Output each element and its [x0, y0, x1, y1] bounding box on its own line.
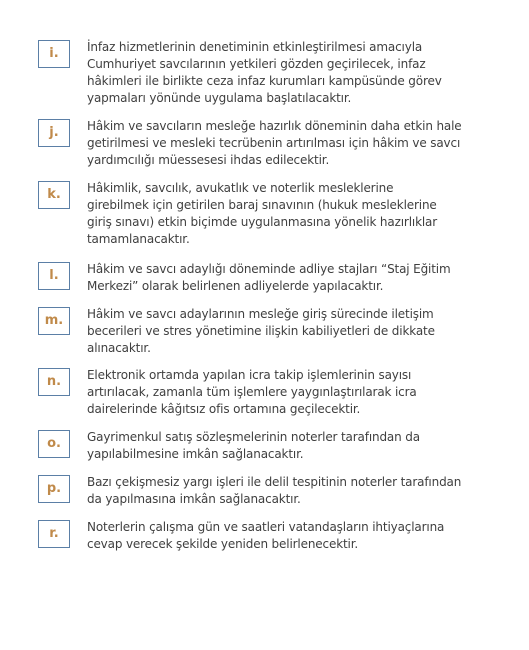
- item-text: [87, 118, 495, 169]
- text-line: Hâkim ve savcı adaylarının mesleğe giriş sürecinde iletişim: [87, 307, 434, 321]
- item-letter-badge: i.: [38, 40, 70, 68]
- item-letter-badge: m.: [38, 307, 70, 335]
- text-line: Bazı çekişmesiz yargı işleri ile delil tespitinin noterler tarafından: [87, 475, 462, 489]
- text-line: Noterlerin çalışma gün ve saatleri vatandaşların ihtiyaçlarına: [87, 520, 445, 534]
- text-line: yardımcılığı müessesesi ihdas edilecektir.: [87, 153, 330, 167]
- text-line: Merkezi” olarak belirlenen adliyelerde yapılacaktır.: [87, 279, 384, 293]
- text-line: giriş sınavı) etkin biçimde uygulanmasına yönelik hazırlıklar: [87, 215, 438, 229]
- item-text: [87, 519, 495, 553]
- text-line: hâkimleri ile birlikte ceza infaz kurumları kampüsünde görev: [87, 74, 442, 88]
- item-text: [87, 306, 495, 357]
- text-line: dairelerinde kâğıtsız ofis ortamına geçilecektir.: [87, 402, 361, 416]
- text-line: İnfaz hizmetlerinin denetiminin etkinleştirilmesi amacıyla: [87, 40, 423, 54]
- item-letter-badge: l.: [38, 262, 70, 290]
- text-line: Gayrimenkul satış sözleşmelerinin noterler tarafından da: [87, 430, 420, 444]
- text-line: getirilmesi ve mesleki tecrübenin artırılması için hâkim ve savcı: [87, 136, 461, 150]
- item-letter-badge: p.: [38, 475, 70, 503]
- item-text: [87, 474, 495, 508]
- text-line: Elektronik ortamda yapılan icra takip işlemlerinin sayısı: [87, 368, 412, 382]
- text-line: Hâkimlik, savcılık, avukatlık ve noterlik mesleklerine: [87, 181, 394, 195]
- item-text: [87, 429, 495, 463]
- item-letter-badge: o.: [38, 430, 70, 458]
- text-line: alınacaktır.: [87, 341, 151, 355]
- item-letter-badge: k.: [38, 181, 70, 209]
- item-text: [87, 367, 495, 418]
- text-line: Hâkim ve savcı adaylığı döneminde adliye stajları “Staj Eğitim: [87, 262, 451, 276]
- text-line: cevap verecek şekilde yeniden belirlenecektir.: [87, 537, 359, 551]
- item-text: [87, 261, 495, 295]
- text-line: tamamlanacaktır.: [87, 232, 190, 246]
- text-line: becerileri ve stres yönetimine ilişkin kabiliyetleri de dikkate: [87, 324, 435, 338]
- text-line: Cumhuriyet savcılarının yetkileri gözden geçirilecek, infaz: [87, 57, 426, 71]
- item-letter-badge: r.: [38, 520, 70, 548]
- item-letter-badge: j.: [38, 119, 70, 147]
- item-letter-badge: n.: [38, 368, 70, 396]
- text-line: Hâkim ve savcıların mesleğe hazırlık döneminin daha etkin hale: [87, 119, 462, 133]
- text-line: yapılabilmesine imkân sağlanacaktır.: [87, 447, 304, 461]
- text-line: da yapılmasına imkân sağlanacaktır.: [87, 492, 301, 506]
- item-text: [87, 180, 495, 248]
- text-line: girebilmek için getirilen baraj sınavının (hukuk mesleklerine: [87, 198, 437, 212]
- text-line: yapmaları yönünde uygulama başlatılacaktır.: [87, 91, 352, 105]
- item-text: [87, 39, 495, 107]
- text-line: artırılacak, zamanla tüm işlemlere yaygınlaştırılarak icra: [87, 385, 417, 399]
